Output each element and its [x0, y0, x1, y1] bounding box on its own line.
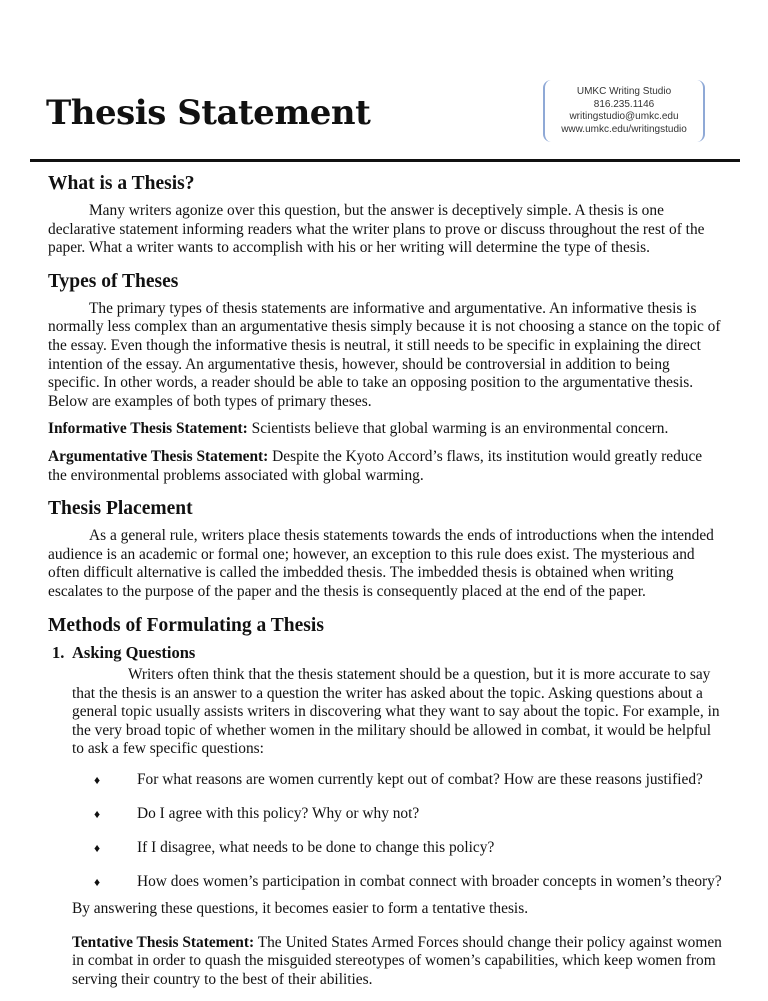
method-heading: [52, 644, 724, 663]
diamond-bullet-icon: ♦: [94, 807, 101, 822]
question-text: How does women’s participation in combat connect with broader concepts in women’s theory?: [137, 873, 722, 891]
header-rule: [30, 159, 740, 162]
contact-website[interactable]: www.umkc.edu/writingstudio: [561, 123, 687, 135]
list-item: [72, 839, 724, 858]
paragraph: The primary types of thesis statements are informative and argumentative. An informative thesis is normally less complex than an argumentative thesis simply because it is not choosing a stance on the topic of the essay. Even though the informative thesis is neutral, it still needs to be specific in explaining the direct intention of the essay. An argumentative thesis, however, should be controversial in addition to being specific. In other words, a reader should be able to take an opposing position to the argumentative thesis. Below are examples of both types of primary theses.: [48, 299, 721, 410]
example-label: Argumentative Thesis Statement:: [48, 447, 269, 465]
section-placement: [48, 497, 724, 601]
page-title: Thesis Statement: [46, 93, 371, 133]
list-item: [72, 873, 724, 892]
question-list: [72, 771, 724, 892]
contact-email[interactable]: writingstudio@umkc.edu: [569, 111, 679, 122]
paragraph: As a general rule, writers place thesis statements towards the ends of introductions when the intended audience is an academic or formal one; however, an exception to this rule does exist. The mysterious and often difficult alternative is called the imbedded thesis. The imbedded thesis is obtained when writing escalates to the purpose of the paper and the thesis is consequently placed at the end of the paper.: [48, 527, 714, 600]
paragraph: Many writers agonize over this question, but the answer is deceptively simple. A thesis is one declarative statement informing readers what the writer plans to prove or discuss throughout the rest of the paper. What a writer wants to accomplish with his or her writing will determine the type of thesis.: [48, 202, 705, 257]
question-text: If I disagree, what needs to be done to change this policy?: [137, 839, 495, 857]
tentative-example: [72, 934, 724, 990]
diamond-bullet-icon: ♦: [94, 773, 101, 788]
paragraph: Writers often think that the thesis statement should be a question, but it is more accurate to say that the thesis is an answer to a question the writer has asked about the topic. Asking questions about a general topic usually assists writers in discovering what they want to say about the topic. For example, in the very broad topic of whether women in the military should be allowed in combat, it would be helpful to ask a few specific questions:: [72, 666, 720, 758]
section-heading: Types of Theses: [48, 270, 179, 292]
document-body: [48, 172, 724, 1001]
section-types: [48, 270, 724, 485]
section-heading: What is a Thesis?: [48, 173, 195, 194]
informative-example: [48, 420, 724, 439]
method-title: Asking Questions: [72, 642, 196, 662]
example-text: Scientists believe that global warming is an environmental concern.: [247, 420, 669, 438]
example-label: Tentative Thesis Statement:: [72, 933, 255, 951]
list-item: [72, 805, 724, 824]
paragraph: By answering these questions, it becomes easier to form a tentative thesis.: [72, 899, 529, 917]
section-heading: Methods of Formulating a Thesis: [48, 614, 324, 636]
question-text: For what reasons are women currently kept out of combat? How are these reasons justified?: [137, 771, 703, 789]
question-text: Do I agree with this policy? Why or why not?: [137, 805, 420, 823]
argumentative-example: [48, 448, 724, 485]
example-text: Despite the Kyoto Accord’s flaws, its institution would greatly reduce the environmental problems associated with global warming.: [48, 447, 703, 484]
diamond-bullet-icon: ♦: [94, 841, 101, 856]
contact-phone: 816.235.1146: [593, 98, 655, 110]
section-methods: [48, 614, 724, 990]
list-item: [72, 771, 724, 790]
example-text: The United States Armed Forces should change their policy against women in combat in order to quash the misguided stereotypes of women’s capabilities, which keep women from serving their country to the best of their abilities.: [72, 933, 722, 988]
diamond-bullet-icon: ♦: [94, 875, 101, 890]
method-content: [72, 666, 724, 989]
method-number: 1.: [52, 642, 65, 662]
section-what-is-thesis: [48, 172, 724, 258]
section-heading: Thesis Placement: [48, 498, 193, 520]
contact-box: [543, 80, 705, 142]
contact-name: UMKC Writing Studio: [576, 86, 672, 97]
example-label: Informative Thesis Statement:: [48, 420, 248, 438]
